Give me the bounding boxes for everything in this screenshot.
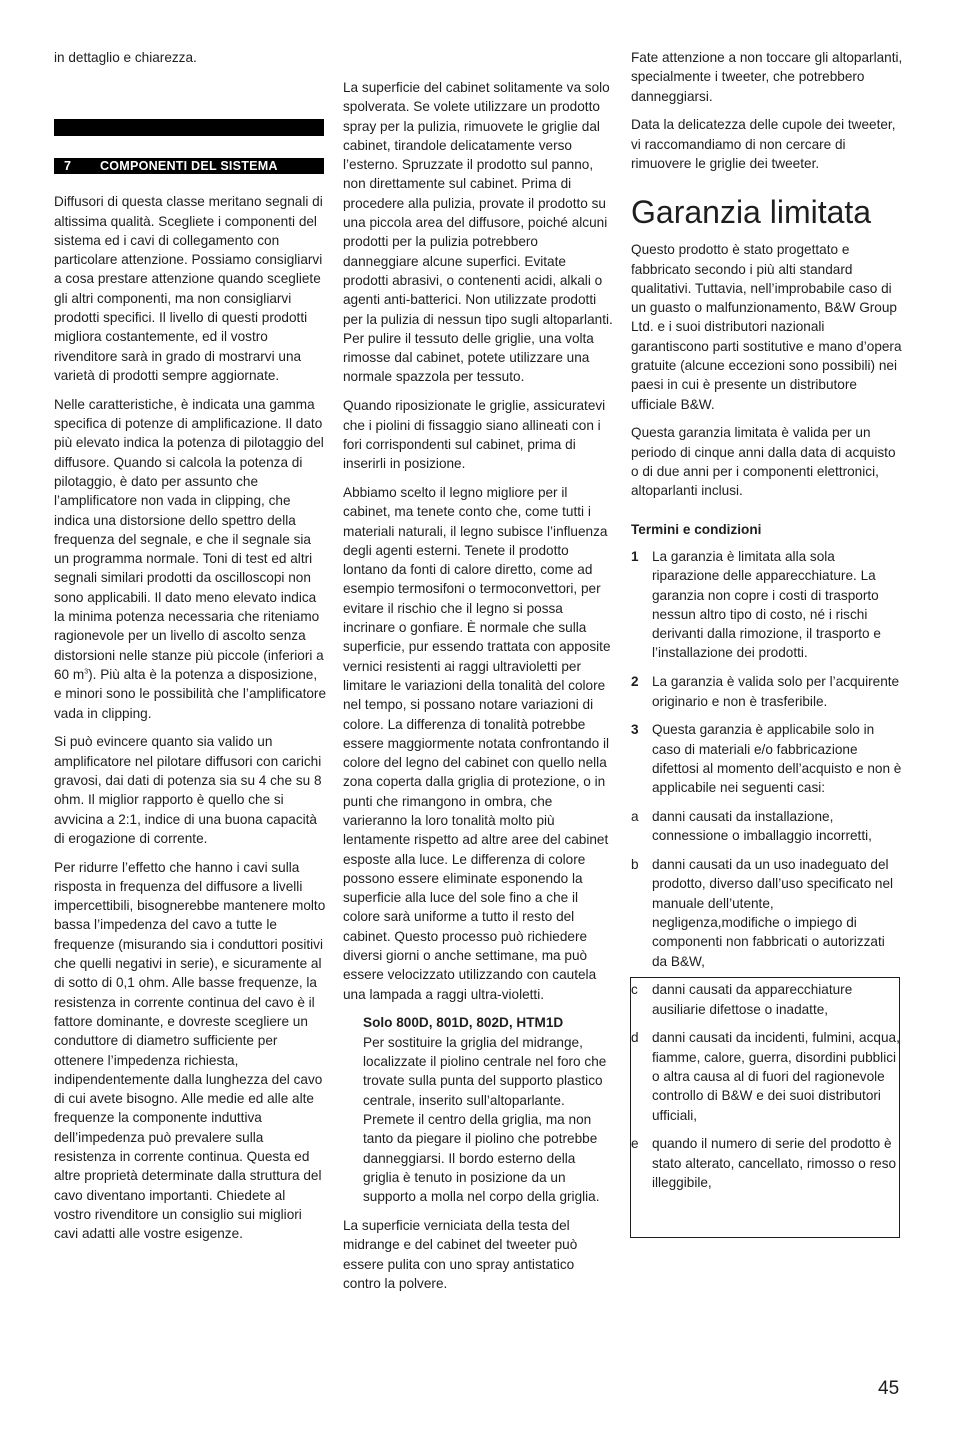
section-heading xyxy=(54,158,324,174)
black-bar xyxy=(54,119,324,136)
models-text: Per sostituire la griglia del midrange, localizzate il piolino centrale nel foro che trovate sulla punta del supporto plastico centrale, inserito sull’altoparlante. Premete il centro della griglia, ma non tanto da piegare il piolino che potrebbe danneggiarsi. Il bordo esterno della griglia è tenuto in posizione da un supporto a molla nel corpo della griglia. xyxy=(363,1034,607,1205)
list-item: 1 La garanzia è limitata alla sola riparazione delle apparecchiature. La garanzia non copre i costi di trasporto nessun altro tipo di costo, né i rischi derivanti dalla rimozione, il trasporto e l’installazione dei prodotti. xyxy=(631,548,881,661)
paragraph: Quando riposizionate le griglie, assicuratevi che i piolini di fissaggio siano allineati con i fori corrispondenti sul cabinet, prima di inserirli in posizione. xyxy=(343,398,606,472)
section-number: 7 xyxy=(64,159,72,174)
sub-list-item: d danni causati da incidenti, fulmini, acqua, fiamme, calore, guerra, disordini pubblici o altra causa al di fuori del ragionevole controllo di B&W e dei suoi distributori ufficiali, xyxy=(631,1030,900,1123)
paragraph: La superficie del cabinet solitamente va solo spolverata. Se volete utilizzare un prodotto spray per la pulizia, rimuovete le griglie dal cabinet, tirandole delicatamente verso l’esterno. Spruzzate il prodotto sul panno, non direttamente sul cabinet. Prima di procedere alla pulizia, provate il prodotto su una piccola area del diffusore, poiché alcuni prodotti per la pulizia potrebbero danneggiare alcune superfici. Evitate prodotti abrasivi, o contenenti acidi, alkali o agenti anti-batterici. Non utilizzate prodotti per la pulizia di nessun tipo sugli altoparlanti. Per pulire il tessuto delle griglie, una volta rimosse dal cabinet, potete utilizzare una normale spazzola per tessuto. xyxy=(343,80,613,385)
intro-tail: in dettaglio e chiarezza. xyxy=(54,50,197,65)
paragraph: Nelle caratteristiche, è indicata una gamma specifica di potenze di amplificazione. Il dato più elevato indica la potenza di pilotaggio del diffusore. Quando si calcola la potenza di pilotaggio, è dato per assunto che l’amplificatore non vada in clipping, che indica una distorsione dello spettro della frequenza del segnale, e che il segnale sia un programma normale. Toni di test ed altri segnali similari prodotti da oscilloscopi non sono applicabili. Il dato meno elevato indica la minima potenza necessaria che riteniamo ragionevole per un livello di ascolto senza distorsioni nelle stanze più piccole (inferiori a 60 $m^3$). Più alta è la potenza a disposizione, e minori sono le possibilità che l’amplificatore vada in clipping. xyxy=(54,396,327,721)
sub-list-item: e quando il numero di serie del prodotto è stato alterato, cancellato, rimosso o reso illeggibile, xyxy=(631,1136,897,1191)
list-item: 3 Questa garanzia è applicabile solo in caso di materiali e/o fabbricazione difettosi al momento dell’acquisto e non è applicabile nei seguenti casi: xyxy=(631,722,902,796)
paragraph: Abbiamo scelto il legno migliore per il cabinet, ma tenete conto che, come tutti i materiali naturali, il legno subisce l’influenza degli agenti esterni. Tenete il prodotto lontano da fonti di calore diretto, come ad esempio termosifoni o termoconvettori, per evitare il rischio che il legno si possa incrinare o gonfiare. È normale che sulla superficie, pur essendo trattata con apposite vernici resistenti ai raggi ultravioletti per limitare le variazioni della tonalità del colore nel tempo, si possano notare variazioni di colore. La differenza di tonalità potrebbe essere maggiormente notata confrontando il colore del legno del cabinet con quello nella zona coperta dalla griglia di protezione, o in punti che rimangono in ombra, che varieranno la loro tonalità molto più lentamente rispetto ad altre aree del cabinet esposte alla luce. Le differenza di colore possono essere eliminate esponendo la superficie alla luce del sole fino a che il colore sarà uniforme a tutto il resto del cabinet. Questo processo può richiedere diversi giorni o anche settimane, ma può essere velocizzato utilizzando con cautela una lampada a raggi ultra-violetti. xyxy=(343,484,611,1002)
sub-list-item: a danni causati da installazione, connessione o imballaggio incorretti, xyxy=(631,809,872,844)
list-item: 2 La garanzia è valida solo per l’acquirente originario e non è trasferibile. xyxy=(631,674,900,709)
paragraph: Data la delicatezza delle cupole dei tweeter, vi raccomandiamo di non cercare di rimuovere le griglie dei tweeter. xyxy=(631,117,896,171)
column-right xyxy=(631,48,903,1202)
paragraph: Si può evincere quanto sia valido un amplificatore nel pilotare diffusori con carichi gravosi, dai dati di potenza sia su 4 che su 8 ohm. Il miglior rapporto è quello che si avvicina a 2:1, indice di una buona capacità di erogazione di corrente. xyxy=(54,734,322,846)
paragraph: Per ridurre l’effetto che hanno i cavi sulla risposta in frequenza del diffusore a livelli impercettibili, bisognerebbe mantenere molto bassa l’impedenza del cavo a tutte le frequenze (misurando sia i conduttori positivi che quelli negativi in serie), e sicuramente al di sotto di 0,1 ohm. Alle basse frequenze, la resistenza in corrente continua del cavo è il fattore dominante, e dovreste scegliere un conduttore di diametro sufficiente per ottenere l’impedenza richiesta, indipendentemente dalla lunghezza del cavo di cui avete bisogno. Alle medie ed alle alte frequenze la componente induttiva dell’impedenza può prevalere sulla resistenza in corrente continua. Questa ed altre proprietà determinate dalla struttura del cavo diventano importanti. Chiedete al vostro rivenditore un consiglio sui migliori cavi adatti alle vostre esigenze. xyxy=(54,859,326,1242)
models-heading: Solo 800D, 801D, 802D, HTM1D xyxy=(363,1015,564,1031)
paragraph: La superficie verniciata della testa del midrange e del cabinet del tweeter può essere pulita con uno spray antistatico contro la polvere. xyxy=(343,1217,578,1291)
terms-heading: Termini e condizioni xyxy=(631,521,762,537)
paragraph: Questa garanzia limitata è valida per un periodo di cinque anni dalla data di acquisto o di due anni per i componenti elettronici, altoparlanti inclusi. xyxy=(631,425,896,499)
sub-list-item: b danni causati da un uso inadeguato del prodotto, diverso dall’uso specificato nel manuale dell’utente, negligenza,modifiche o impiego di componenti non fabbricati o autorizzati da B&W, xyxy=(631,857,894,969)
section-title: COMPONENTI DEL SISTEMA xyxy=(100,159,278,174)
column-middle xyxy=(343,78,615,1303)
warranty-heading: Garanzia limitata xyxy=(631,194,872,231)
paragraph: Diffusori di questa classe meritano segnali di altissima qualità. Scegliete i componenti del sistema ed i cavi di collegamento con particolare attenzione. Possiamo consigliarvi a cosa prestare attenzione quando scegliete gli altri componenti, ma non consigliarvi prodotti specifici. Il livello di questi prodotti migliora costantemente, ed il vostro rivenditore sarà in grado di mostrarvi una varietà di prodotti sempre aggiornate. xyxy=(54,194,323,383)
column-left xyxy=(54,48,326,1253)
page-number: 45 xyxy=(878,1378,900,1399)
paragraph: Fate attenzione a non toccare gli altoparlanti, specialmente i tweeter, che potrebbero danneggiarsi. xyxy=(631,50,903,104)
paragraph: Questo prodotto è stato progettato e fabbricato secondo i più alti standard qualitativi. Tuttavia, nell’improbabile caso di un guasto o malfunzionamento, B&W Group Ltd. e i suoi distributori nazionali garantiscono parti sostitutive e mano d’opera gratuite (alcune eccezioni sono possibili) nei paesi in cui è presente un distributore ufficiale B&W. xyxy=(631,242,902,412)
models-block xyxy=(343,1013,615,1206)
sub-list-item: c danni causati da apparecchiature ausiliarie difettose o inadatte, xyxy=(631,982,853,1017)
